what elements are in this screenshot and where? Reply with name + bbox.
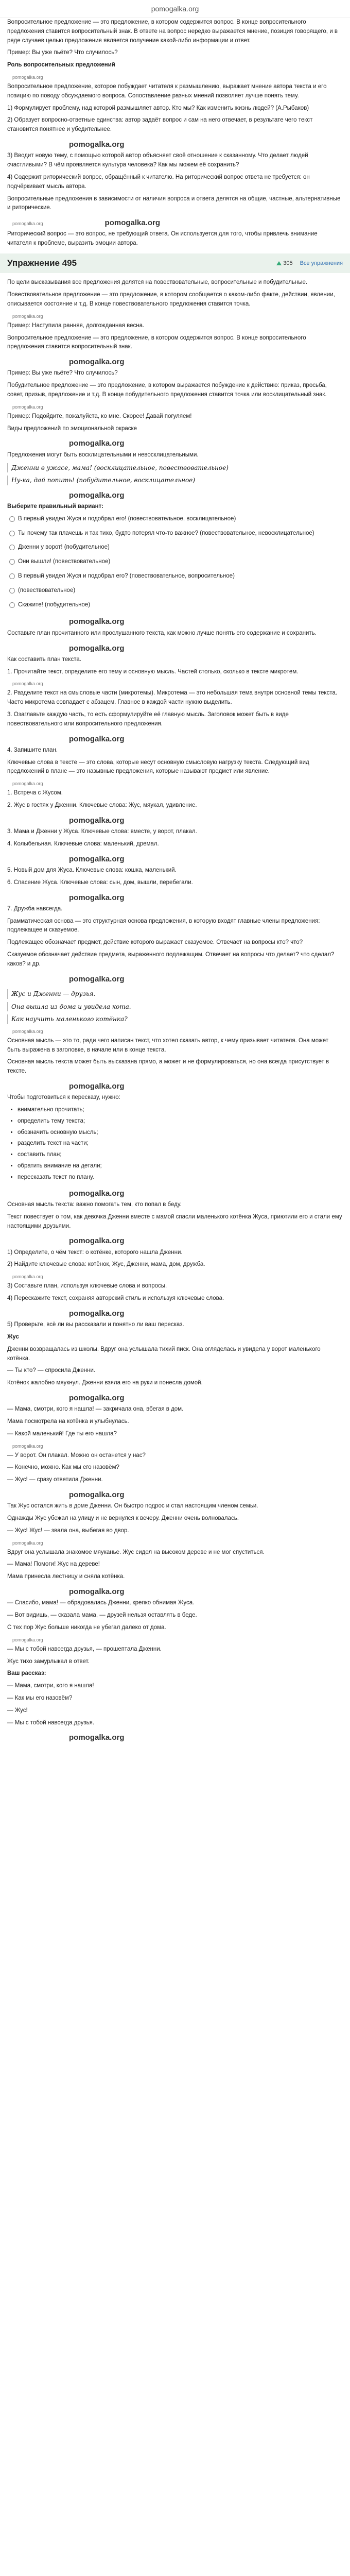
story-line: Жус тихо замурлыкал в ответ. [7,1658,90,1665]
footer-line: Ваш рассказ: [7,1670,46,1677]
story-line: С тех пор Жус больше никогда не убегал далеко от дома. [7,1624,166,1631]
watermark: pomogalka.org [12,1637,43,1642]
story-line: Мама посмотрела на котёнка и улыбнулась. [7,1418,129,1425]
option-item[interactable] [9,557,343,567]
watermark: pomogalka.org [69,1081,125,1091]
paragraph: Сказуемое обозначает действие предмета, выраженного подлежащим. Отвечает на вопросы что делает? что сделал? каков? и др. [7,952,335,967]
watermark: pomogalka.org [12,781,43,787]
radio-icon[interactable] [9,545,15,550]
radio-icon[interactable] [9,559,15,565]
watermark: pomogalka.org [12,1028,43,1034]
story-line: — Жус! Жус! — звала она, выбегая во двор. [7,1527,129,1534]
option-item[interactable] [9,572,343,581]
task-paragraph: Пример: Вы уже пьёте? Что случилось? [7,370,118,377]
paragraph: Вопросительное предложение, которое побуждает читателя к размышлению, выражает мнение автора текста и его позицию по поводу обсуждаемого вопроса. Сопоставление разных мнений позволяет лучше понять тему. [7,83,327,99]
option-item[interactable] [9,601,343,610]
task-paragraph: Виды предложений по эмоциональной окраске [7,425,137,432]
footer-line: — Мы с тобой навсегда друзья. [7,1719,95,1726]
paragraph: Основная мысль текста может быть высказана прямо, а может и не формулироваться, но она всегда присутствует в тексте. [7,1059,329,1075]
watermark: pomogalka.org [69,358,125,367]
exercise-tools [276,259,343,268]
option-label: В первый увидел Жуся и подобрал его? (повествовательное, вопросительное) [18,573,235,580]
plan-item: 2. Жус в гостях у Дженни. Ключевые слова: Жус, мяукал, удивление. [7,802,197,809]
watermark: pomogalka.org [69,140,125,149]
option-label: Они вышли! (повествовательное) [18,558,111,565]
watermark: pomogalka.org [12,1443,43,1449]
radio-icon[interactable] [9,516,15,522]
plan-item: 3. Мама и Дженни у Жуса. Ключевые слова: вместе, у ворот, плакал. [7,828,197,835]
paragraph: 4) Перескажите текст, сохраняя авторский стиль и используя ключевые слова. [7,1295,224,1301]
watermark: pomogalka.org [69,854,125,863]
paragraph: Грамматическая основа — это структурная основа предложения, в которую входят главные члены предложения: подлежащее и сказуемое. [7,918,320,934]
paragraph: 4. Запишите план. [7,747,58,753]
footer-line: — Жус! [7,1707,28,1714]
watermark: pomogalka.org [69,1309,125,1318]
like-button[interactable] [276,259,292,268]
watermark: pomogalka.org [12,1540,43,1546]
story-line: — Мама, смотри, кого я нашла! — закричала она, вбегая в дом. [7,1406,184,1413]
story-line: — Конечно, можно. Как мы его назовём? [7,1464,119,1471]
task-paragraph: Побудительное предложение — это предложение, в котором выражается побуждение к действию: приказ, просьба, совет, призыв, предложение и т.д. В конце побудительного предложения ставится точка или восклицательный знак. [7,382,327,398]
radio-icon[interactable] [9,573,15,579]
footer-line: — Как мы его назовём? [7,1694,73,1701]
option-item[interactable] [9,543,343,552]
paragraph: 1) Формулирует проблему, над которой размышляет автор. Кто мы? Как изменить жизнь людей? (А.Рыбаков) [7,105,309,111]
list-item: • пересказать текст по плану. [18,1173,343,1182]
section-heading: Роль вопросительных предложений [7,62,115,69]
paragraph: Риторический вопрос — это вопрос, не требующий ответа. Он используется для того, чтобы привлечь внимание читателя к проблеме, выразить эмоции автора. [7,231,318,247]
list-item: • составить план; [18,1150,343,1160]
option-label: Скажите! (побудительное) [18,601,91,608]
watermark: pomogalka.org [69,490,125,500]
paragraph: 5) Проверьте, всё ли вы рассказали и понятно ли ваш пересказ. [7,1321,184,1328]
watermark: pomogalka.org [69,1189,125,1198]
task-paragraph: Вопросительное предложение — это предложение, в котором содержится вопрос. В конце вопросительного предложения ставится вопросительный знак. [7,334,306,350]
plan-item: 1. Встреча с Жусом. [7,790,63,796]
likes-count: 305 [283,260,293,266]
options-list [9,515,343,610]
handwritten-answer: Как научить маленького котёнка? [7,1014,343,1024]
watermark: pomogalka.org [69,1236,125,1246]
task-paragraph: Предложения могут быть восклицательными и невосклицательными. [7,451,199,458]
paragraph: 4) Содержит риторический вопрос, обращённый к читателю. На риторический вопрос ответа не требуется: он подчёркивает мысль автора. [7,174,310,190]
story-line: — Ты кто? — спросила Дженни. [7,1367,96,1374]
option-label: Дженни у ворот! (побудительное) [18,544,110,551]
list-item: • внимательно прочитать; [18,1106,343,1115]
watermark: pomogalka.org [12,75,43,80]
site-domain[interactable]: pomogalka.org [0,0,350,18]
story-line: — Вот видишь, — сказала мама, — друзей нельзя оставлять в беде. [7,1612,197,1619]
list-item: • обратить внимание на детали; [18,1162,343,1171]
article-content [0,18,350,1745]
watermark: pomogalka.org [69,816,125,825]
radio-icon[interactable] [9,602,15,608]
watermark: pomogalka.org [69,1490,125,1499]
story-line: Мама принесла лестницу и сняла котёнка. [7,1573,125,1580]
watermark: pomogalka.org [12,404,43,410]
radio-icon[interactable] [9,588,15,594]
paragraph: 2. Разделите текст на смысловые части (микротемы). Микротема — это небольшая тема внутри основной темы текста. Часто микротема совпадает с абзацем. Главное в каждой части нужно выделить. [7,690,338,706]
options-title: Выберите правильный вариант: [7,503,104,510]
option-label: Ты почему так плачешь и так тихо, будто потерял что-то важное? (повествовательное, невосклицательное) [18,530,314,536]
paragraph: Составьте план прочитанного или прослушанного текста, как можно лучше понять его содержание и сохранить. [7,630,317,636]
task-paragraph: Пример: Подойдите, пожалуйста, ко мне. Скорее! Давай погуляем! [7,413,192,419]
story-line: Однажды Жус убежал на улицу и не вернулся к вечеру. Дженни очень волновалась. [7,1515,239,1522]
story-line: Дженни возвращалась из школы. Вдруг она услышала тихий писк. Она огляделась и увидела у ворот маленького котёнка. [7,1346,321,1362]
story-line: Котёнок жалобно мяукнул. Дженни взяла его на руки и понесла домой. [7,1380,203,1386]
paragraph: Как составить план текста. [7,656,81,663]
option-item[interactable] [9,586,343,596]
watermark: pomogalka.org [69,734,125,743]
watermark: pomogalka.org [12,221,43,227]
paragraph: Основная мысль текста: важно помогать тем, кто попал в беду. [7,1201,182,1208]
option-label: (повествовательное) [18,587,76,594]
task-paragraph: Повествовательное предложение — это предложение, в котором сообщается о каком-либо факте, действии, явлении, описывается состояние и т.д. В конце повествовательного предложения ставится точка. [7,292,335,308]
list-item: • обозначить основную мысль; [18,1128,343,1138]
retell-steps [18,1106,343,1182]
story-line: — Какой маленький! Где ты его нашла? [7,1430,117,1437]
story-line: — Спасибо, мама! — обрадовалась Дженни, крепко обнимая Жуса. [7,1600,195,1606]
story-title: Жус [7,1333,19,1340]
plan-item: 7. Дружба навсегда. [7,905,63,912]
watermark: pomogalka.org [69,1393,125,1402]
paragraph: 1) Определите, о чём текст: о котёнке, которого нашла Дженни. [7,1249,183,1256]
story-line: — У ворот. Он плакал. Можно он останется у нас? [7,1452,146,1459]
watermark: pomogalka.org [69,893,125,902]
paragraph: Подлежащее обозначает предмет, действие которого выражает сказуемое. Отвечает на вопросы кто? что? [7,939,303,946]
exercise-title: Упражнение 495 [7,258,77,268]
list-item: • определить тему текста; [18,1117,343,1126]
paragraph: Чтобы подготовиться к пересказу, нужно: [7,1094,120,1101]
paragraph: Текст повествует о том, как девочка Дженни вместе с мамой спасли маленького котёнка Жуса, приютили его и стали ему настоящими друзьями. [7,1213,342,1229]
paragraph: 3) Вводит новую тему, с помощью которой автор объясняет своё отношение к сказанному. Что делает людей счастливыми? В чём проявляется культура человека? Как мы можем её сохранить? [7,152,308,168]
option-item[interactable] [9,529,343,538]
story-line: Вдруг она услышала знакомое мяуканье. Жус сидел на высоком дереве и не мог спуститься. [7,1549,265,1555]
task-paragraph: По цели высказывания все предложения делятся на повествовательные, вопросительные и побудительные. [7,279,308,286]
watermark: pomogalka.org [69,974,125,984]
plan-item: 4. Колыбельная. Ключевые слова: маленький, дремал. [7,840,159,847]
watermark: pomogalka.org [12,313,43,319]
watermark: pomogalka.org [69,439,125,448]
watermark: pomogalka.org [12,681,43,687]
story-line: Так Жус остался жить в доме Дженни. Он быстро подрос и стал настоящим членом семьи. [7,1503,258,1510]
option-label: В первый увидел Жуся и подобрал его! (повествовательное, восклицательное) [18,515,236,522]
footer-line: — Мама, смотри, кого я нашла! [7,1683,94,1689]
option-item[interactable] [9,515,343,524]
paragraph: Вопросительные предложения в зависимости от наличия вопроса и ответа делятся на общие, частные, альтернативные и риторические. [7,195,341,211]
exercise-header [0,253,350,273]
paragraph: Вопросительное предложение — это предложение, в котором содержится вопрос. В конце вопросительного предложения ставится вопросительный знак. В ответе на вопрос нередко выражается мнение, позиция говорящего, и в ряде случаев целью предложения является получение какой-либо информации и ответ. [7,19,338,44]
handwritten-answer: Дженни в ужасе, мама! (восклицательное, повествовательное) [7,463,343,473]
paragraph: 3) Составьте план, используя ключевые слова и вопросы. [7,1283,167,1290]
radio-icon[interactable] [9,531,15,536]
paragraph: 2) Найдите ключевые слова: котёнок, Жус, Дженни, мама, дом, дружба. [7,1261,205,1268]
paragraph: 1. Прочитайте текст, определите его тему и основную мысль. Частей столько, сколько в тексте микротем. [7,668,299,675]
paragraph: Пример: Вы уже пьёте? Что случилось? [7,49,118,56]
paragraph: 2) Образует вопросно-ответные единства: автор задаёт вопрос и сам на него отвечает, в результате чего текст становится понятнее и убедительнее. [7,117,313,133]
paragraph: Основная мысль — это то, ради чего написан текст, что хотел сказать автор, к чему призывает читателя. Она может быть выражена в заголовке, в начале или в конце текста. [7,1037,328,1053]
story-line: — Мама! Помоги! Жус на дереве! [7,1561,100,1568]
watermark: pomogalka.org [69,1587,125,1597]
plan-item: 5. Новый дом для Жуса. Ключевые слова: кошка, маленький. [7,867,177,873]
paragraph: 3. Озаглавьте каждую часть, то есть сформулируйте её главную мысль. Заголовок может быть в виде повествовательного или вопросительного предложения. [7,711,289,727]
watermark: pomogalka.org [69,643,125,653]
story-line: — Жус! — сразу ответила Дженни. [7,1477,103,1483]
handwritten-answer: Жус и Дженни — друзья. [7,989,343,999]
handwritten-answer: Она вышла из дома и увидела кота. [7,1002,343,1012]
task-paragraph: Пример: Наступила ранняя, долгожданная весна. [7,322,145,329]
paragraph: Ключевые слова в тексте — это слова, которые несут основную смысловую нагрузку текста. Следующий вид предложений в плане — это назывные предложения, которые называют предмет или явление. [7,759,309,775]
watermark: pomogalka.org [104,218,161,228]
watermark: pomogalka.org [69,617,125,626]
watermark: pomogalka.org [12,1274,43,1280]
watermark: pomogalka.org [69,1733,125,1742]
thumb-up-icon [276,261,282,265]
story-line: — Мы с тобой навсегда друзья, — прошептала Дженни. [7,1646,162,1652]
list-item: • разделить текст на части; [18,1139,343,1148]
handwritten-answer: Ну-ка, дай попить! (побудительное, восклицательное) [7,476,343,485]
all-exercises-link[interactable]: Все упражнения [300,260,343,266]
plan-item: 6. Спасение Жуса. Ключевые слова: сын, дом, вышли, перебегали. [7,879,193,886]
